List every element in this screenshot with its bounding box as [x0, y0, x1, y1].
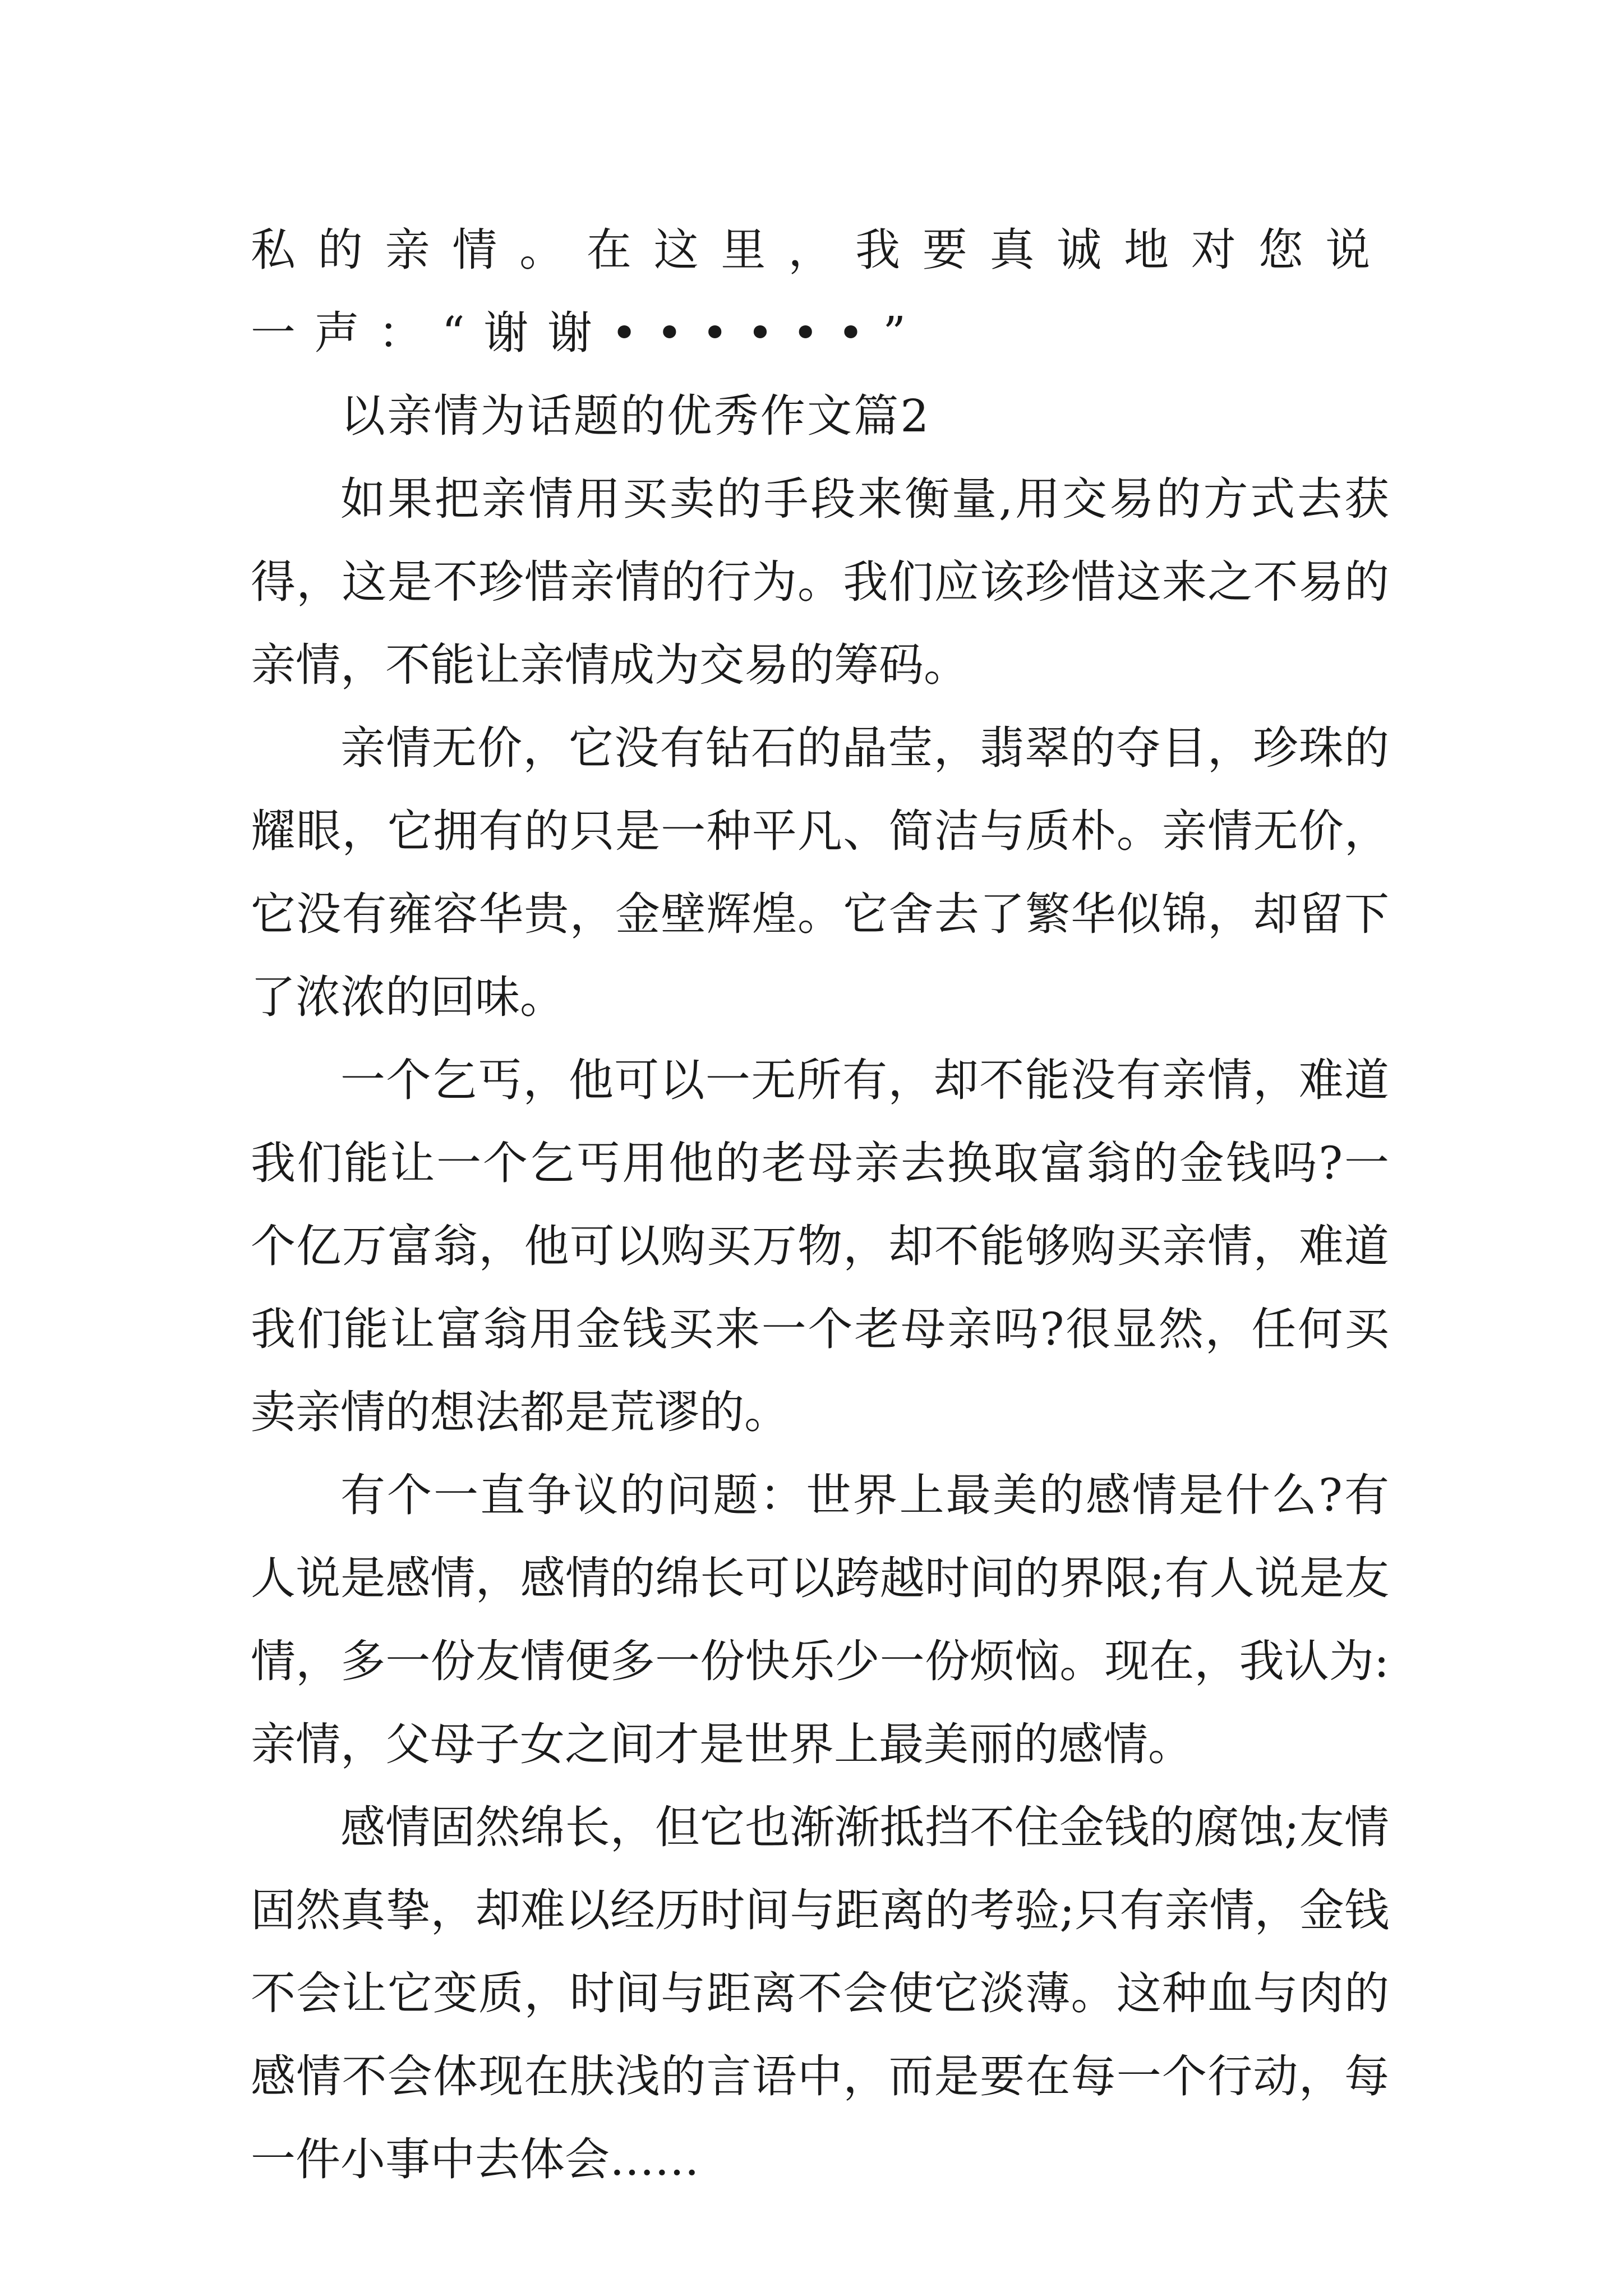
paragraph-4: 有个一直争议的问题：世界上最美的感情是什么?有人说是感情，感情的绵长可以跨越时间的界限;有人说是友情，多一份友情便多一份快乐少一份烦恼。现在，我认为:亲情，父母子女之间才是世界上最美丽的感情。 — [251, 1469, 1389, 1770]
section-heading: 以亲情为话题的优秀作文篇2 — [340, 390, 931, 442]
paragraph-2: 亲情无价，它没有钻石的晶莹，翡翠的夺目，珍珠的耀眼，它拥有的只是一种平凡、简洁与质朴。亲情无价，它没有雍容华贵，金壁辉煌。它舍去了繁华似锦，却留下了浓浓的回味。 — [251, 722, 1389, 1023]
paragraph-5: 感情固然绵长，但它也渐渐抵挡不住金钱的腐蚀;友情固然真挚，却难以经历时间与距离的考验;只有亲情，金钱不会让它变质，时间与距离不会使它淡薄。这种血与肉的感情不会体现在肤浅的言语中，而是要在每一个行动，每一件小事中去体会…… — [251, 1801, 1389, 2185]
paragraph-1: 如果把亲情用买卖的手段来衡量,用交易的方式去获得，这是不珍惜亲情的行为。我们应该珍惜这来之不易的亲情，不能让亲情成为交易的筹码。 — [251, 473, 1389, 691]
document-body — [251, 209, 1389, 2201]
continuation-paragraph: 私的亲情。在这里，我要真诚地对您说一声：“谢谢••••••” — [251, 224, 1389, 359]
paragraph-3: 一个乞丐，他可以一无所有，却不能没有亲情，难道我们能让一个乞丐用他的老母亲去换取富翁的金钱吗?一个亿万富翁，他可以购买万物，却不能够购买亲情，难道我们能让富翁用金钱买来一个老母亲吗?很显然，任何买卖亲情的想法都是荒谬的。 — [251, 1054, 1389, 1438]
